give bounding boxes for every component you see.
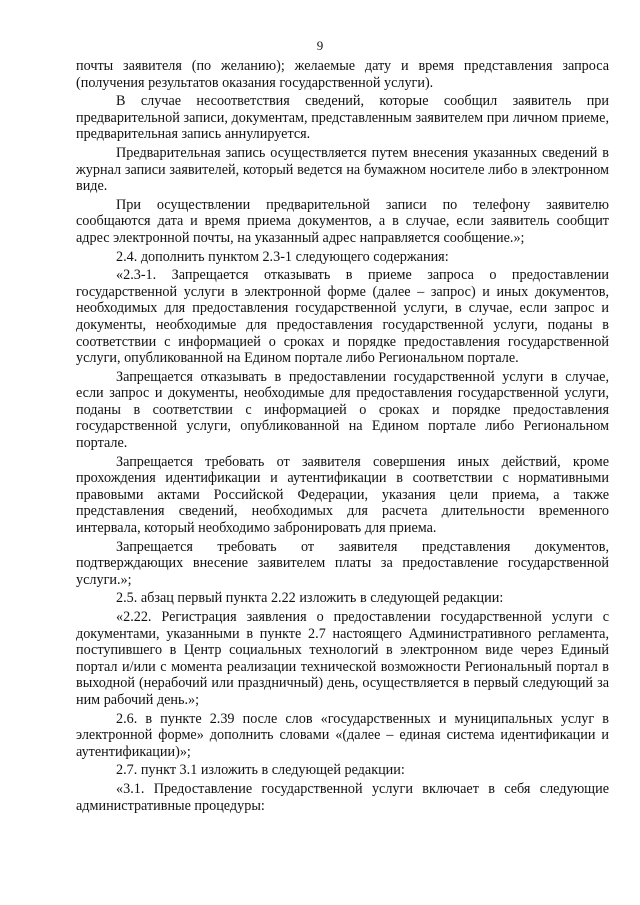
paragraph: 2.6. в пункте 2.39 после слов «государственных и муниципальных услуг в электронной форме» дополнить словами «(далее – единая система идентификации и аутентификации)»; (76, 710, 609, 760)
paragraph: 2.5. абзац первый пункта 2.22 изложить в следующей редакции: (116, 590, 504, 607)
page-number: 9 (316, 38, 324, 53)
paragraph: При осуществлении предварительной записи по телефону заявителю сообщаются дата и время приема документов, а в случае, если заявитель сообщит адрес электронной почты, на указанный адрес направляется сообщение.»; (76, 196, 609, 246)
paragraph: В случае несоответствия сведений, которые сообщил заявитель при предварительной записи, документам, представленным заявителем при личном приеме, предварительная запись аннулируется. (76, 93, 609, 143)
paragraph: «2.22. Регистрация заявления о предоставлении государственной услуги с документами, указанными в пункте 2.7 настоящего Административного регламента, поступившего в Центр социальных технологий в электронном виде через Единый портал и/или с момента реализации технической возможности Региональный портал в выходной (нерабочий или праздничный) день, осуществляется в первый следующий за ним рабочий день.»; (76, 609, 609, 708)
paragraph: Запрещается требовать от заявителя представления документов, подтверждающих внесение заявителем платы за предоставление государственной услуги.»; (76, 538, 609, 588)
paragraph: «2.3-1. Запрещается отказывать в приеме запроса о предоставлении государственной услуги в электронной форме (далее – запрос) и иных документов, необходимых для предоставления государственной услуги, в случае, если запрос и документы, необходимые для предоставления государственной услуги, поданы в соответствии с информацией о сроках и порядке предоставления государственной услуги, опубликованной на Едином портале либо Региональном портале. (76, 267, 609, 367)
paragraph: 2.4. дополнить пунктом 2.3-1 следующего содержания: (116, 248, 449, 265)
document-body (76, 58, 609, 816)
paragraph: «3.1. Предоставление государственной услуги включает в себя следующие административные процедуры: (76, 780, 609, 814)
paragraph: 2.7. пункт 3.1 изложить в следующей редакции: (116, 762, 405, 779)
paragraph: Запрещается требовать от заявителя совершения иных действий, кроме прохождения идентификации и аутентификации в соответствии с нормативными правовыми актами Российской Федерации, указания цели приема, а также представления сведений, необходимых для расчета длительности временного интервала, который необходимо забронировать для приема. (76, 453, 609, 537)
paragraph: Предварительная запись осуществляется путем внесения указанных сведений в журнал записи заявителей, который ведется на бумажном носителе либо в электронном виде. (76, 144, 609, 195)
paragraph: Запрещается отказывать в предоставлении государственной услуги в случае, если запрос и документы, необходимые для предоставления государственной услуги, поданы в соответствии с информацией о сроках и порядке предоставления государственной услуги, опубликованной на Едином портале либо Региональном портале. (76, 368, 609, 452)
paragraph: почты заявителя (по желанию); желаемые дату и время представления запроса (получения результатов оказания государственной услуги). (76, 58, 609, 91)
